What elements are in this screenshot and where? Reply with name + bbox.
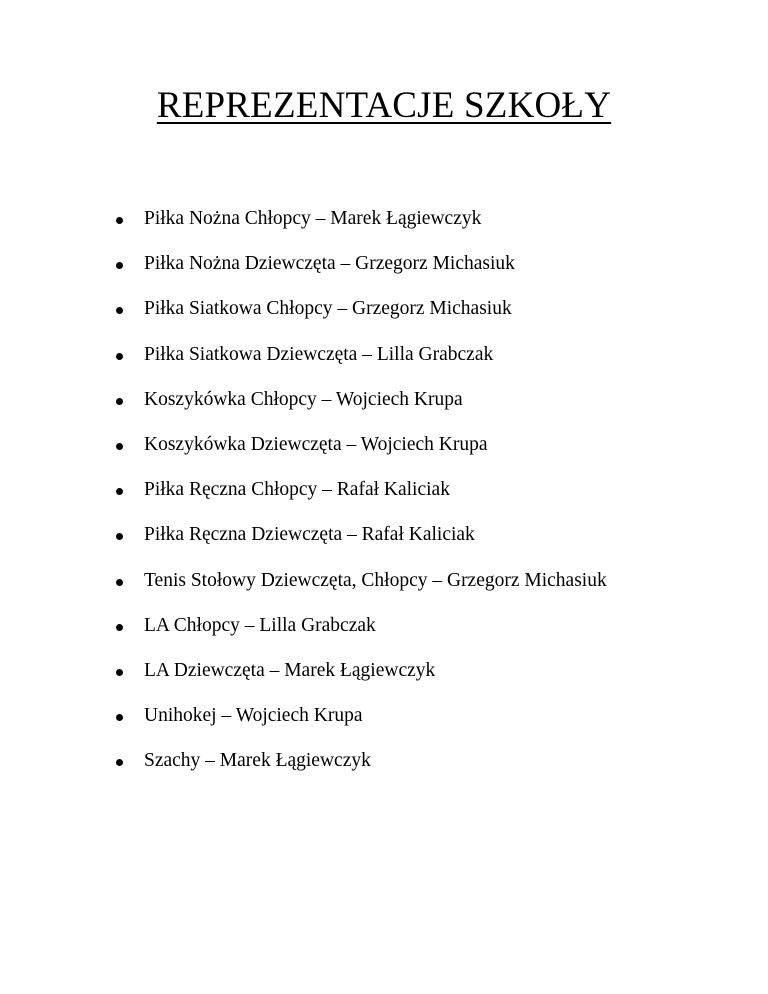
- list-item-text: Tenis Stołowy Dziewczęta, Chłopcy – Grzegorz Michasiuk: [144, 569, 607, 591]
- list-item-text: Szachy – Marek Łągiewczyk: [144, 750, 371, 772]
- bullet-icon: [116, 307, 123, 314]
- list-item-text: LA Chłopcy – Lilla Grabczak: [144, 614, 376, 636]
- bullet-icon: [116, 262, 123, 269]
- bullet-icon: [116, 353, 123, 360]
- bullet-icon: [116, 714, 123, 721]
- list-item-text: Piłka Ręczna Chłopcy – Rafał Kaliciak: [144, 479, 450, 501]
- list-item-text: Koszykówka Chłopcy – Wojciech Krupa: [144, 388, 463, 410]
- list-item-text: Piłka Nożna Dziewczęta – Grzegorz Michasiuk: [144, 253, 515, 275]
- bullet-icon: [116, 398, 123, 405]
- bullet-icon: [116, 533, 123, 540]
- bullet-icon: [116, 488, 123, 495]
- bullet-icon: [116, 217, 123, 224]
- bullet-icon: [116, 443, 123, 450]
- bullet-icon: [116, 669, 123, 676]
- bullet-icon: [116, 759, 123, 766]
- bullet-icon: [116, 624, 123, 631]
- list-item-text: Piłka Siatkowa Dziewczęta – Lilla Grabczak: [144, 343, 494, 365]
- list-item-text: Koszykówka Dziewczęta – Wojciech Krupa: [144, 433, 488, 455]
- list-item-text: Piłka Ręczna Dziewczęta – Rafał Kaliciak: [144, 524, 475, 546]
- page-title: REPREZENTACJE SZKOŁY: [156, 85, 612, 126]
- bullet-icon: [116, 579, 123, 586]
- list-item-text: Unihokej – Wojciech Krupa: [144, 705, 363, 727]
- list-item-text: Piłka Siatkowa Chłopcy – Grzegorz Michasiuk: [144, 298, 512, 320]
- list-item-text: Piłka Nożna Chłopcy – Marek Łągiewczyk: [144, 208, 482, 229]
- list-item-text: LA Dziewczęta – Marek Łągiewczyk: [144, 659, 436, 681]
